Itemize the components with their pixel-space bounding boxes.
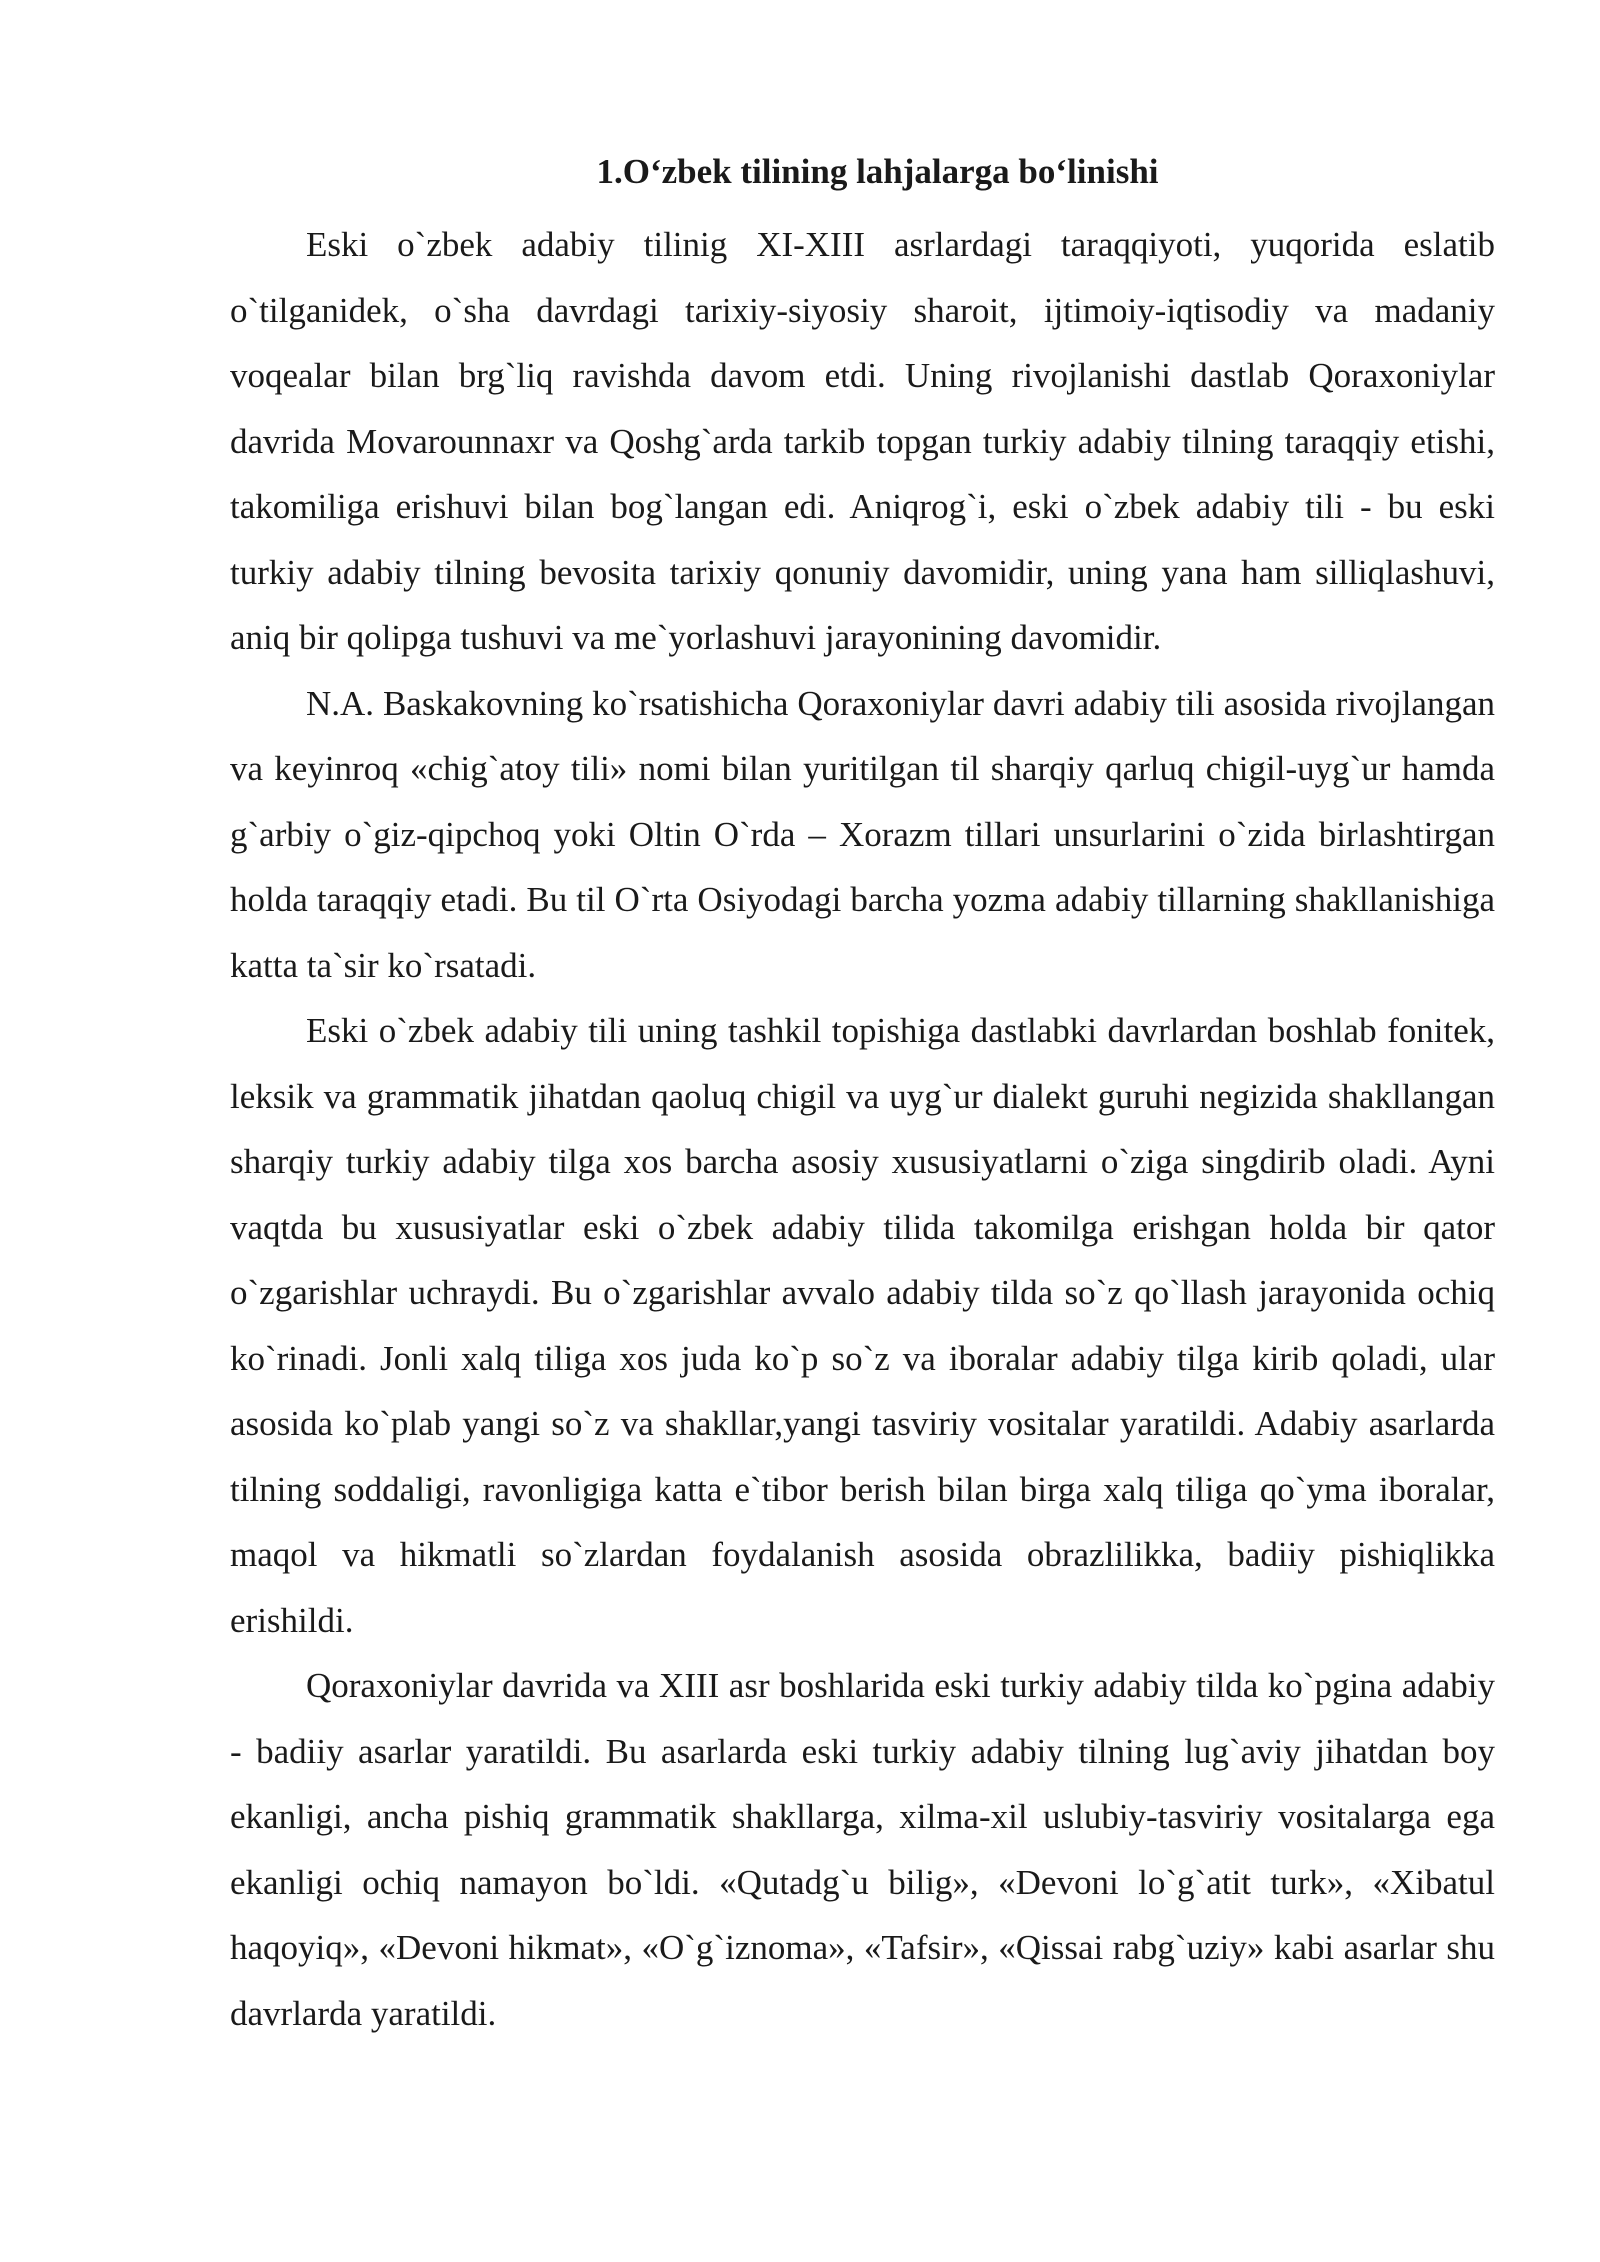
paragraph-1: Eski o`zbek adabiy tilinig XI-XIII asrlardagi taraqqiyoti, yuqorida eslatib o`tilganidek, o`sha davrdagi tarixiy-siyosiy sharoit, ijtimoiy-iqtisodiy va madaniy voqealar bilan brg`liq ravishda davom etdi. Uning rivojlanishi dastlab Qoraxoniylar davrida Movarounnaxr va Qoshg`arda tarkib topgan turkiy adabiy tilning taraqqiy etishi, takomiliga erishuvi bilan bog`langan edi. Aniqrog`i, eski o`zbek adabiy tili - bu eski turkiy adabiy tilning bevosita tarixiy qonuniy davomidir, uning yana ham silliqlashuvi, aniq bir qolipga tushuvi va me`yorlashuvi jarayonining davomidir. (230, 225, 1495, 657)
paragraph-2: N.A. Baskakovning ko`rsatishicha Qoraxoniylar davri adabiy tili asosida rivojlangan va keyinroq «chig`atoy tili» nomi bilan yuritilgan til sharqiy qarluq chigil-uyg`ur hamda g`arbiy o`giz-qipchoq yoki Oltin O`rda – Xorazm tillari unsurlarini o`zida birlashtirgan holda taraqqiy etadi. Bu til O`rta Osiyodagi barcha yozma adabiy tillarning shakllanishiga katta ta`sir ko`rsatadi. (230, 683, 1495, 985)
paragraph-4: Qoraxoniylar davrida va XIII asr boshlarida eski turkiy adabiy tilda ko`pgina adabiy - badiiy asarlar yaratildi. Bu asarlarda eski turkiy adabiy tilning lug`aviy jihatdan boy ekanligi, ancha pishiq grammatik shakllarga, xilma-xil uslubiy-tasviriy vositalarga ega ekanligi ochiq namayon bo`ldi. «Qutadg`u bilig», «Devoni lo`g`atit turk», «Xibatul haqoyiq», «Devoni hikmat», «O`g`iznoma», «Tafsir», «Qissai rabg`uziy» kabi asarlar shu davrlarda yaratildi. (230, 1666, 1495, 2033)
paragraph-3: Eski o`zbek adabiy tili uning tashkil topishiga dastlabki davrlardan boshlab fonitek, leksik va grammatik jihatdan qaoluq chigil va uyg`ur dialekt guruhi negizida shakllangan sharqiy turkiy adabiy tilga xos barcha asosiy xususiyatlarni o`ziga singdirib oladi. Ayni vaqtda bu xususiyatlar eski o`zbek adabiy tilida takomilga erishgan holda bir qator o`zgarishlar uchraydi. Bu o`zgarishlar avvalo adabiy tilda so`z qo`llash jarayonida ochiq ko`rinadi. Jonli xalq tiliga xos juda ko`p so`z va iboralar adabiy tilga kirib qoladi, ular asosida ko`plab yangi so`z va shakllar,yangi tasviriy vositalar yaratildi. Adabiy asarlarda tilning soddaligi, ravonligiga katta e`tibor berish bilan birga xalq tiliga qo`yma iboralar, maqol va hikmatli so`zlardan foydalanish asosida obrazlilikka, badiiy pishiqlikka erishildi. (230, 1011, 1495, 1640)
document-page (230, 148, 1495, 2046)
document-title: 1.O‘zbek tilining lahjalarga bo‘linishi (596, 152, 1159, 191)
